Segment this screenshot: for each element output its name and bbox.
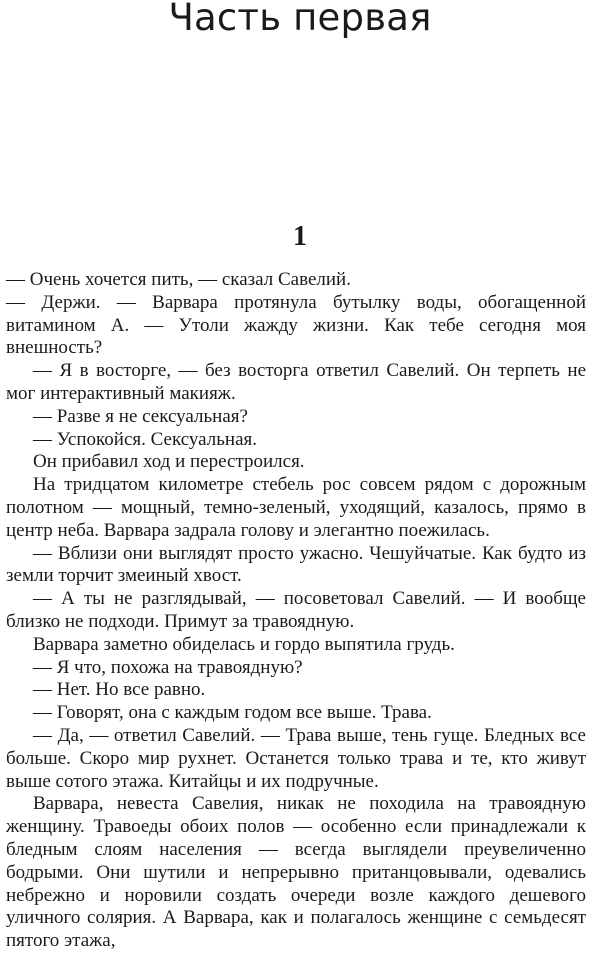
paragraph: — Очень хочется пить, — сказал Савелий. xyxy=(6,269,351,290)
paragraph: Он прибавил ход и перестроился. xyxy=(33,451,305,473)
paragraph: — Я в восторге, — без восторга ответил Савелий. Он терпеть не мог интерактивный макияж. xyxy=(6,360,586,404)
paragraph: — Вблизи они выглядят просто ужасно. Чешуйчатые. Как будто из земли торчит змеиный хвост. xyxy=(6,542,586,587)
paragraph: — Да, — ответил Савелий. — Трава выше, тень гуще. Бледных все больше. Скоро мир рухнет. Останется только трава и те, кто живут выше сотого этажа. Китайцы и их подручные. xyxy=(6,724,586,792)
paragraph: На тридцатом километре стебель рос совсем рядом с дорожным полотном — мощный, темно-зеленый, уходящий, казалось, прямо в центр неба. Варвара задрала голову и элегантно поежилась. xyxy=(6,474,586,541)
paragraph: — Я что, похожа на травоядную? xyxy=(33,656,303,678)
chapter-number: 1 xyxy=(293,221,307,252)
paragraph: — Нет. Но все равно. xyxy=(33,679,206,701)
paragraph: — Разве я не сексуальная? xyxy=(33,405,248,427)
paragraph: — Успокойся. Сексуальная. xyxy=(33,428,257,450)
chapter-text xyxy=(6,269,586,953)
paragraph: — Держи. — Варвара протянула бутылку воды, обогащенной витамином А. — Утоли жажду жизни. Как тебе сегодня моя внешность? xyxy=(6,291,586,359)
paragraph: — А ты не разглядывай, — посоветовал Савелий. — И вообще близко не подходи. Примут за травоядную. xyxy=(6,588,586,632)
part-title: Часть первая xyxy=(168,0,432,39)
paragraph: Варвара, невеста Савелия, никак не походила на травоядную женщину. Травоеды обоих полов — особенно если принадлежали к бледным слоям населения — всегда выглядели преувеличенно бодрыми. Они шутили и непрерывно пританцовывали, одевались небрежно и норовили создать очереди возле каждого дешевого уличного солярия. А Варвара, как и полагалось женщине с семьдесят пятого этажа, xyxy=(6,793,586,952)
paragraph: Варвара заметно обиделась и гордо выпятила грудь. xyxy=(33,633,455,655)
paragraph: — Говорят, она с каждым годом все выше. Трава. xyxy=(33,702,432,724)
